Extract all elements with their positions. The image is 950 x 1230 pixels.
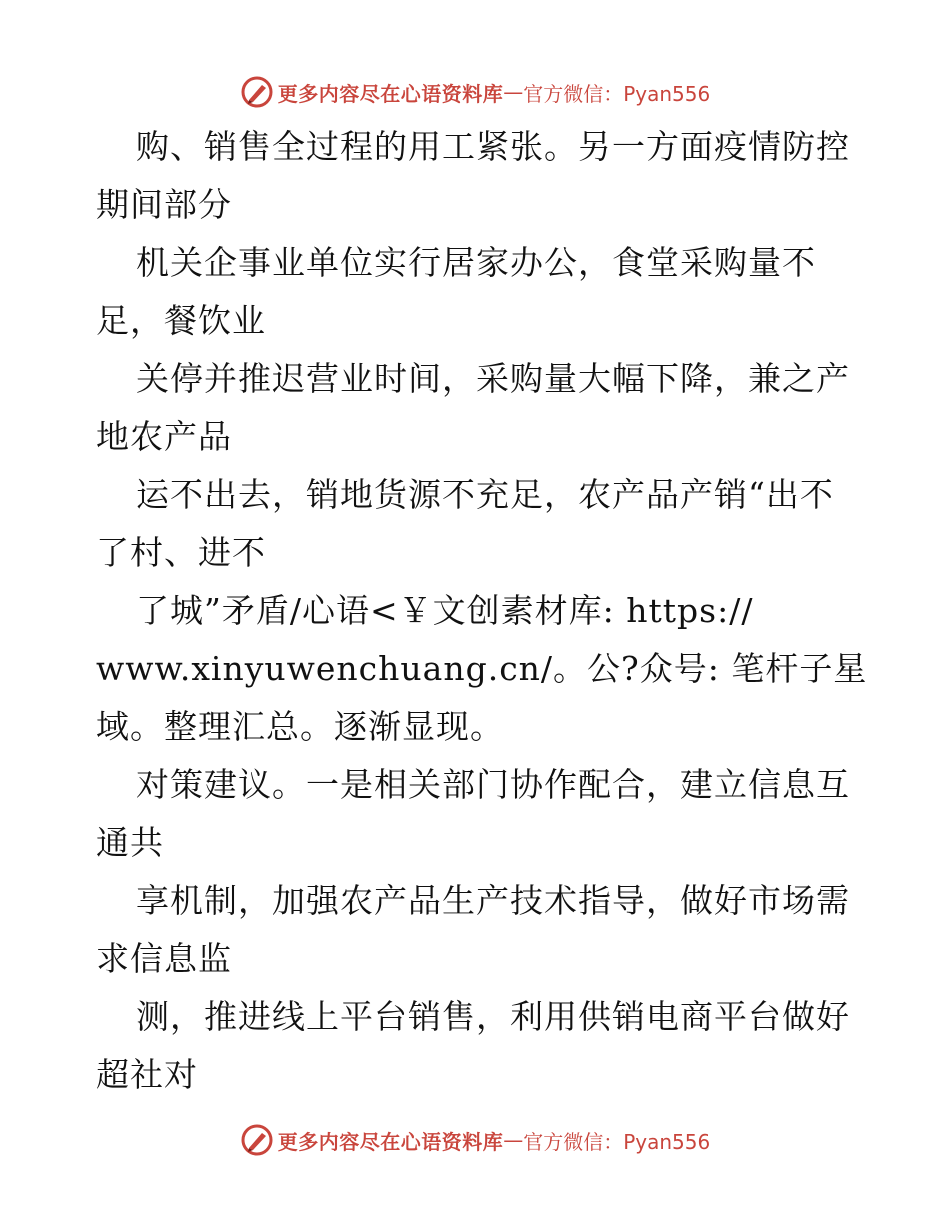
text-line: www.xinyuwenchuang.cn/。公?众号: 笔杆子星 xyxy=(96,649,868,688)
header-banner-text: 更多内容尽在心语资料库 xyxy=(277,81,504,106)
text-line: 通共 xyxy=(96,823,164,862)
text-line: 超社对 xyxy=(96,1055,198,1094)
text-line: 享机制，加强农产品生产技术指导，做好市场需 xyxy=(136,881,850,920)
header-banner xyxy=(0,72,950,112)
text-line: 地农产品 xyxy=(96,417,232,456)
text-line: 对策建议。一是相关部门协作配合，建立信息互 xyxy=(136,765,850,804)
text-line: 购、销售全过程的用工紧张。另一方面疫情防控 xyxy=(136,127,850,166)
header-banner-separator: — xyxy=(503,80,524,104)
text-line: 了村、进不 xyxy=(96,533,266,572)
text-line: 测，推进线上平台销售，利用供销电商平台做好 xyxy=(136,997,850,1036)
text-line: 运不出去，销地货源不充足，农产品产销“出不 xyxy=(136,475,834,514)
header-banner-wechat: 官方微信：Pyan556 xyxy=(523,81,711,106)
text-line: 期间部分 xyxy=(96,185,232,224)
footer-banner-text: 更多内容尽在心语资料库 xyxy=(277,1129,504,1154)
text-line: 足，餐饮业 xyxy=(96,301,266,340)
pen-logo-icon xyxy=(240,1123,274,1157)
document-body xyxy=(96,118,866,1104)
text-line: 关停并推迟营业时间，采购量大幅下降，兼之产 xyxy=(136,359,850,398)
pen-logo-icon xyxy=(240,75,274,109)
text-line: 了城”矛盾/心语<￥文创素材库: https:// xyxy=(136,591,754,630)
footer-banner-wechat: 官方微信：Pyan556 xyxy=(523,1129,711,1154)
text-line: 机关企事业单位实行居家办公，食堂采购量不 xyxy=(136,243,816,282)
text-line: 域。整理汇总。逐渐显现。 xyxy=(96,707,504,746)
footer-banner xyxy=(0,1120,950,1160)
footer-banner-separator: — xyxy=(503,1128,524,1152)
text-line: 求信息监 xyxy=(96,939,232,978)
